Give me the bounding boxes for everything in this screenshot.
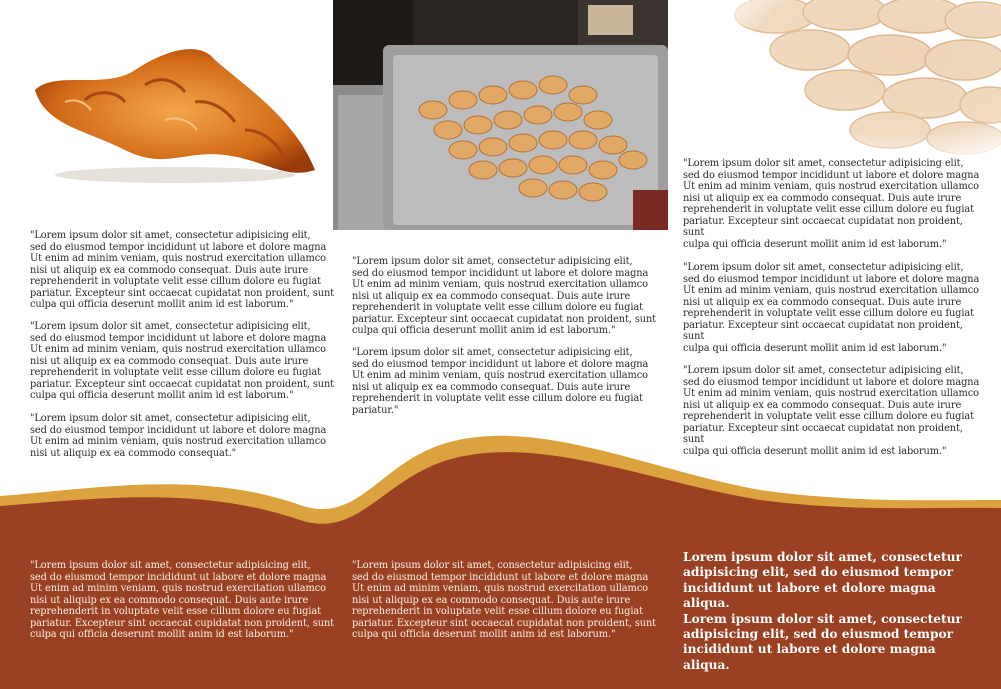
col3-paragraph-3: "Lorem ipsum dolor sit amet, consectetur adipisicing elit, sed do eiusmod tempor incididunt ut labore et dolore magna Ut enim ad minim veniam, quis nostrud exercitation ullamco nisi ut aliquip ex ea commodo consequat. Duis aute irure reprehenderit in voluptate velit esse cillum dolore eu fugiat pariatur. Excepteur sint occaecat cupidatat non proident, sunt culpa qui officia deserunt mollit anim id est laborum." [683, 365, 980, 457]
col2-band-paragraph: "Lorem ipsum dolor sit amet, consectetur adipisicing elit, sed do eiusmod tempor incididunt ut labore et dolore magna Ut enim ad minim veniam, quis nostrud exercitation ullamco nisi ut aliquip ex ea commodo consequat. Duis aute irure reprehenderit in voluptate velit esse cillum dolore eu fugiat pariatur. Excepteur sint occaecat cupidatat non proident, sunt culpa qui officia deserunt mollit anim id est laborum." [352, 560, 657, 640]
croissant-photo [25, 30, 325, 190]
col1-paragraph-3: "Lorem ipsum dolor sit amet, consectetur adipisicing elit, sed do eiusmod tempor incididunt ut labore et dolore magna Ut enim ad minim veniam, quis nostrud exercitation ullamco nisi ut aliquip ex ea commodo consequat." [30, 413, 327, 459]
col1-paragraph-1: "Lorem ipsum dolor sit amet, consectetur adipisicing elit, sed do eiusmod tempor incididunt ut labore et dolore magna Ut enim ad minim veniam, quis nostrud exercitation ullamco nisi ut aliquip ex ea commodo consequat. Duis aute irure reprehenderit in voluptate velit esse cillum dolore eu fugiat pariatur. Excepteur sint occaecat cupidatat non proident, sunt culpa qui officia deserunt mollit anim id est laborum." [30, 230, 335, 310]
col3-paragraph-1: "Lorem ipsum dolor sit amet, consectetur adipisicing elit, sed do eiusmod tempor incididunt ut labore et dolore magna Ut enim ad minim veniam, quis nostrud exercitation ullamco nisi ut aliquip ex ea commodo consequat. Duis aute irure reprehenderit in voluptate velit esse cillum dolore eu fugiat pariatur. Excepteur sint occaecat cupidatat non proident, sunt culpa qui officia deserunt mollit anim id est laborum." [683, 158, 980, 250]
col1-paragraph-2: "Lorem ipsum dolor sit amet, consectetur adipisicing elit, sed do eiusmod tempor incididunt ut labore et dolore magna Ut enim ad minim veniam, quis nostrud exercitation ullamco nisi ut aliquip ex ea commodo consequat. Duis aute irure reprehenderit in voluptate velit esse cillum dolore eu fugiat pariatur. Excepteur sint occaecat cupidatat non proident, sunt culpa qui officia deserunt mollit anim id est laborum." [30, 321, 335, 401]
col1-band-paragraph: "Lorem ipsum dolor sit amet, consectetur adipisicing elit, sed do eiusmod tempor incididunt ut labore et dolore magna Ut enim ad minim veniam, quis nostrud exercitation ullamco nisi ut aliquip ex ea commodo consequat. Duis aute irure reprehenderit in voluptate velit esse cillum dolore eu fugiat pariatur. Excepteur sint occaecat cupidatat non proident, sunt culpa qui officia deserunt mollit anim id est laborum." [30, 560, 335, 640]
col3-paragraph-2: "Lorem ipsum dolor sit amet, consectetur adipisicing elit, sed do eiusmod tempor incididunt ut labore et dolore magna Ut enim ad minim veniam, quis nostrud exercitation ullamco nisi ut aliquip ex ea commodo consequat. Duis aute irure reprehenderit in voluptate velit esse cillum dolore eu fugiat pariatur. Excepteur sint occaecat cupidatat non proident, sunt culpa qui officia deserunt mollit anim id est laborum." [683, 262, 980, 354]
col2-paragraph-2: "Lorem ipsum dolor sit amet, consectetur adipisicing elit, sed do eiusmod tempor incididunt ut labore et dolore magna Ut enim ad minim veniam, quis nostrud exercitation ullamco nisi ut aliquip ex ea commodo consequat. Duis aute irure reprehenderit in voluptate velit esse cillum dolore eu fugiat pariatur." [352, 347, 649, 416]
tray-of-pastries-photo [333, 0, 668, 230]
col3-bold-highlight: Lorem ipsum dolor sit amet, consectetur adipisicing elit, sed do eiusmod tempor incididunt ut labore et dolore magna aliqua. Lorem ipsum dolor sit amet, consectetur adipisicing elit, sed do eiusmod tempor incididunt ut labore et dolore magna aliqua. [683, 550, 962, 672]
col2-paragraph-1: "Lorem ipsum dolor sit amet, consectetur adipisicing elit, sed do eiusmod tempor incididunt ut labore et dolore magna Ut enim ad minim veniam, quis nostrud exercitation ullamco nisi ut aliquip ex ea commodo consequat. Duis aute irure reprehenderit in voluptate velit esse cillum dolore eu fugiat pariatur. Excepteur sint occaecat cupidatat non proident, sunt culpa qui officia deserunt mollit anim id est laborum." [352, 256, 657, 336]
pastries-pile-photo [715, 0, 1001, 155]
